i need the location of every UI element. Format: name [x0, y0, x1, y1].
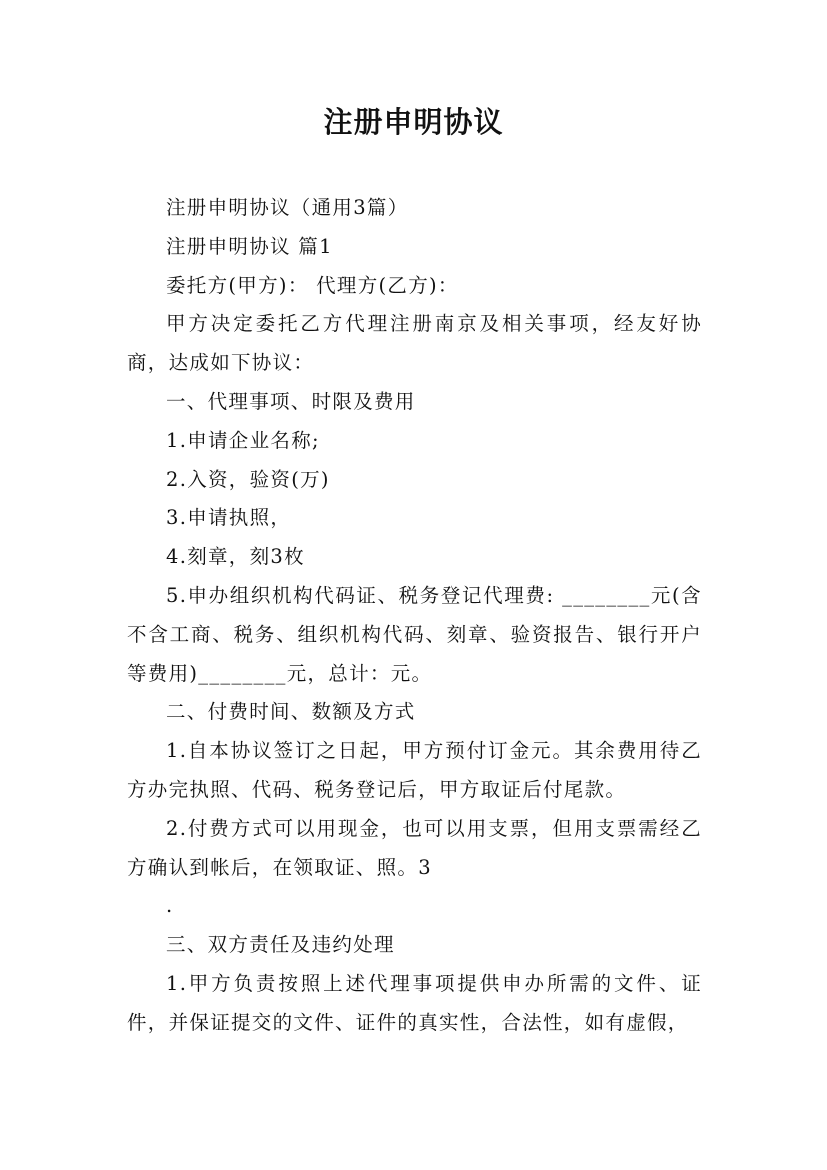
paragraph-item-2: 2.入资，验资(万): [166, 467, 330, 491]
paragraph-parties: 委托方(甲方)： 代理方(乙方)：: [166, 273, 459, 297]
paragraph-intro: 甲方决定委托乙方代理注册南京及相关事项，经友好协商，达成如下协议：: [127, 312, 702, 375]
paragraph-item-4: 4.刻章，刻3枚: [166, 545, 305, 569]
paragraph-heading: 注册申明协议（通用3篇）: [166, 196, 409, 219]
paragraph-item-5: 5.申办组织机构代码证、税务登记代理费: ________元(含不含工商、税务、组织机构代码、刻章、验资报告、银行开户等费用)________元，总计：元。: [127, 583, 702, 685]
paragraph-dot: .: [166, 894, 174, 918]
paragraph-clause-1-heading: 一、代理事项、时限及费用: [166, 389, 416, 413]
paragraph-responsibility-1: 1.甲方负责按照上述代理事项提供申办所需的文件、证件，并保证提交的文件、证件的真实性，合法性，如有虚假，: [127, 971, 702, 1034]
document-title: 注册申明协议: [323, 105, 504, 139]
paragraph-item-1: 1.申请企业名称;: [166, 428, 320, 452]
paragraph-payment-1: 1.自本协议签订之日起，甲方预付订金元。其余费用待乙方办完执照、代码、税务登记后，甲方取证后付尾款。: [127, 739, 702, 801]
paragraph-section-title: 注册申明协议 篇1: [166, 234, 333, 258]
paragraph-clause-2-heading: 二、付费时间、数额及方式: [166, 700, 416, 724]
paragraph-payment-2: 2.付费方式可以用现金，也可以用支票，但用支票需经乙方确认到帐后，在领取证、照。3: [127, 816, 702, 879]
paragraph-clause-3-heading: 三、双方责任及违约处理: [166, 933, 395, 957]
paragraph-item-3: 3.申请执照，: [166, 506, 292, 530]
document-body: [127, 189, 702, 1043]
